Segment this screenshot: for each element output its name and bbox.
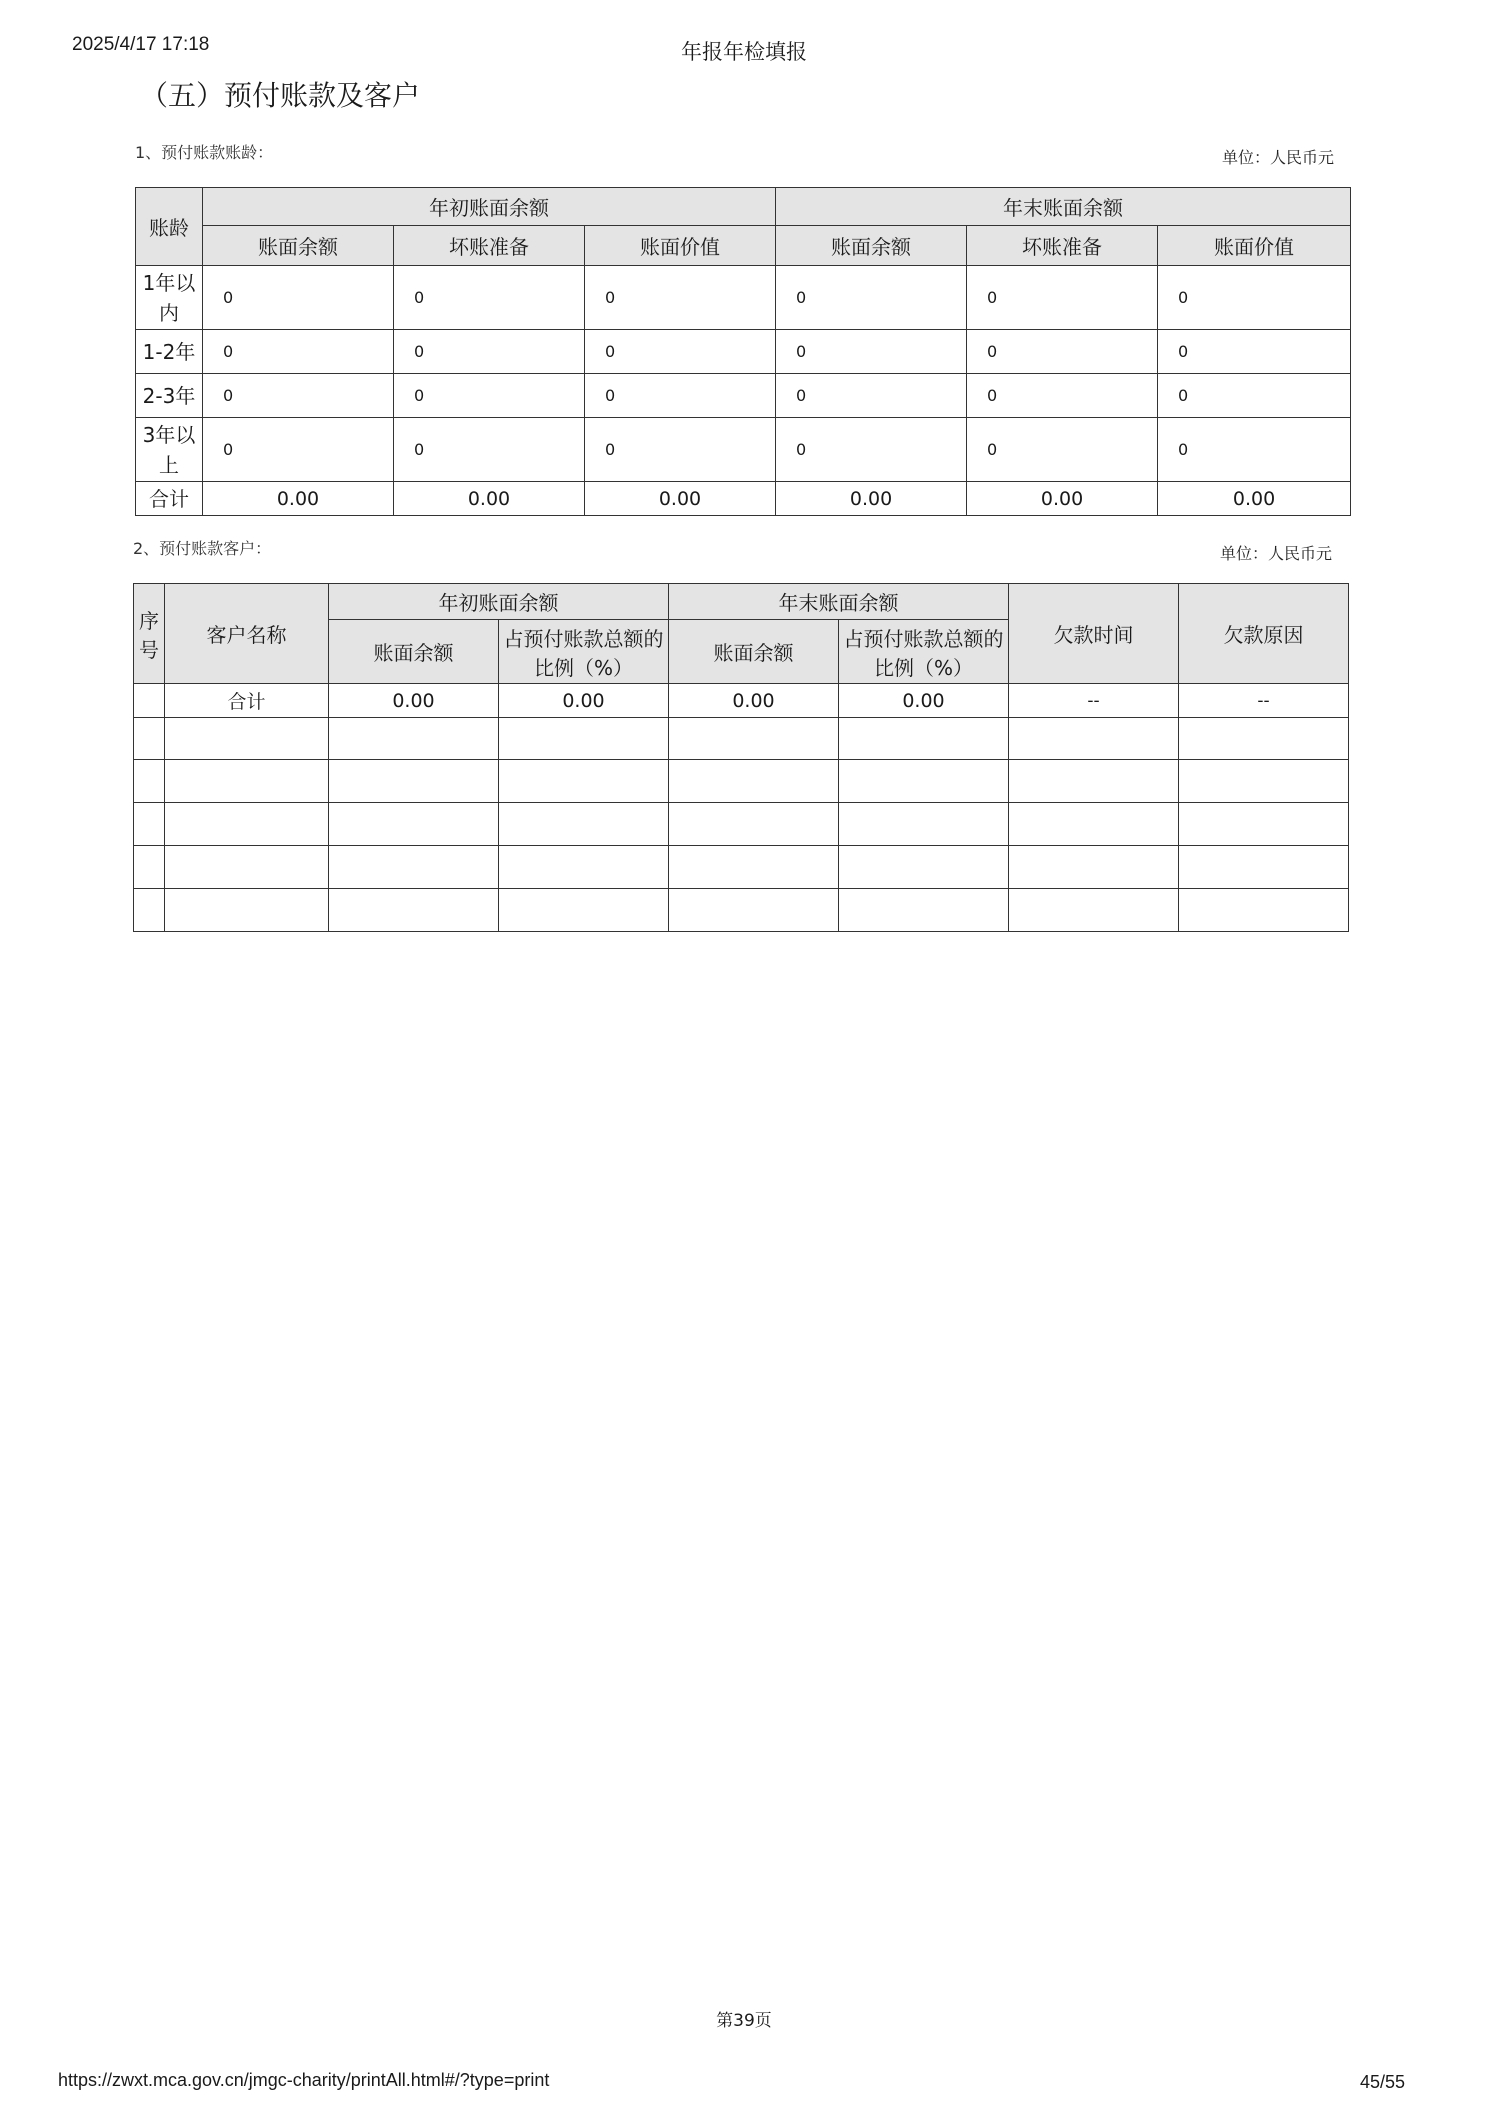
table-cell xyxy=(669,889,839,932)
page-header-title: 年报年检填报 xyxy=(681,40,807,64)
table-cell: 0 xyxy=(1158,418,1351,482)
table-row xyxy=(134,889,1349,932)
section-title: （五）预付账款及客户 xyxy=(140,79,421,112)
table-cell xyxy=(1009,889,1179,932)
total-cell: -- xyxy=(1179,684,1349,718)
table-cell: 0 xyxy=(203,330,394,374)
table-cell: 0 xyxy=(967,266,1158,330)
table-row xyxy=(134,803,1349,846)
aging-unit: 单位：人民币元 xyxy=(1222,148,1335,167)
table-cell: 0 xyxy=(394,418,585,482)
table-cell xyxy=(1009,760,1179,803)
row-label: 1年以内 xyxy=(136,266,203,330)
total-cell: 0.00 xyxy=(329,684,499,718)
table-cell xyxy=(1009,846,1179,889)
table-cell xyxy=(499,760,669,803)
row-label: 1-2年 xyxy=(136,330,203,374)
customers-table xyxy=(133,583,1349,932)
table-cell xyxy=(1179,889,1349,932)
col-header-time: 欠款时间 xyxy=(1009,584,1179,684)
table-cell xyxy=(165,718,329,760)
table-cell xyxy=(839,846,1009,889)
total-row xyxy=(134,684,1349,718)
table-cell xyxy=(329,889,499,932)
table-cell xyxy=(499,846,669,889)
table-cell xyxy=(499,803,669,846)
total-cell: 0.00 xyxy=(967,482,1158,516)
table-cell: 0 xyxy=(776,266,967,330)
customers-unit: 单位：人民币元 xyxy=(1220,544,1333,563)
total-cell: 0.00 xyxy=(585,482,776,516)
page-number: 第39页 xyxy=(716,2011,772,2031)
total-cell: 0.00 xyxy=(394,482,585,516)
table-cell xyxy=(499,889,669,932)
table-cell xyxy=(165,760,329,803)
table-cell xyxy=(134,760,165,803)
table-cell: 0 xyxy=(776,418,967,482)
table-row xyxy=(136,418,1351,482)
table-cell: 0 xyxy=(585,330,776,374)
table-cell xyxy=(329,760,499,803)
table-cell: 0 xyxy=(394,374,585,418)
table-row xyxy=(134,760,1349,803)
total-row xyxy=(136,482,1351,516)
group-header-start: 年初账面余额 xyxy=(329,584,669,620)
total-cell: 0.00 xyxy=(669,684,839,718)
table-cell: 0 xyxy=(203,266,394,330)
table-row xyxy=(136,266,1351,330)
table-cell xyxy=(669,760,839,803)
table-cell: 0 xyxy=(967,330,1158,374)
table-cell xyxy=(329,718,499,760)
col-header-age: 账龄 xyxy=(136,188,203,266)
col-header: 坏账准备 xyxy=(394,226,585,266)
total-label: 合计 xyxy=(136,482,203,516)
col-header: 占预付账款总额的比例（%） xyxy=(499,620,669,684)
aging-table xyxy=(135,187,1351,516)
table-cell xyxy=(839,718,1009,760)
col-header-customer: 客户名称 xyxy=(165,584,329,684)
table-cell xyxy=(1009,718,1179,760)
group-header-start: 年初账面余额 xyxy=(203,188,776,226)
row-label: 3年以上 xyxy=(136,418,203,482)
table-cell: 0 xyxy=(967,418,1158,482)
table-row xyxy=(136,374,1351,418)
total-cell: -- xyxy=(1009,684,1179,718)
table-cell xyxy=(669,803,839,846)
table-cell: 0 xyxy=(585,374,776,418)
table-cell xyxy=(1009,803,1179,846)
table-row xyxy=(134,846,1349,889)
table-cell: 0 xyxy=(394,330,585,374)
col-header: 账面余额 xyxy=(329,620,499,684)
table-cell xyxy=(134,846,165,889)
table-cell: 0 xyxy=(585,418,776,482)
table-row xyxy=(136,330,1351,374)
table-cell: 0 xyxy=(776,374,967,418)
table-cell xyxy=(839,760,1009,803)
table-cell: 0 xyxy=(203,418,394,482)
col-header: 坏账准备 xyxy=(967,226,1158,266)
col-header: 账面价值 xyxy=(585,226,776,266)
table-cell: 0 xyxy=(1158,374,1351,418)
table-cell: 0 xyxy=(394,266,585,330)
col-header: 账面余额 xyxy=(776,226,967,266)
col-header: 账面价值 xyxy=(1158,226,1351,266)
table-cell: 0 xyxy=(1158,266,1351,330)
col-header: 账面余额 xyxy=(669,620,839,684)
table-cell xyxy=(839,889,1009,932)
table-cell xyxy=(839,803,1009,846)
total-cell: 0.00 xyxy=(499,684,669,718)
customers-subtitle: 2、预付账款客户： xyxy=(133,539,272,558)
table-cell: 0 xyxy=(1158,330,1351,374)
table-cell xyxy=(1179,846,1349,889)
table-cell xyxy=(134,684,165,718)
table-cell xyxy=(499,718,669,760)
table-cell xyxy=(134,718,165,760)
footer-url: https://zwxt.mca.gov.cn/jmgc-charity/printAll.html#/?type=print xyxy=(58,2070,550,2090)
table-cell xyxy=(165,803,329,846)
group-header-end: 年末账面余额 xyxy=(776,188,1351,226)
row-label: 2-3年 xyxy=(136,374,203,418)
table-cell: 0 xyxy=(776,330,967,374)
total-cell: 0.00 xyxy=(839,684,1009,718)
table-cell xyxy=(1179,718,1349,760)
col-header: 账面余额 xyxy=(203,226,394,266)
table-row xyxy=(134,718,1349,760)
table-cell xyxy=(134,803,165,846)
col-header-reason: 欠款原因 xyxy=(1179,584,1349,684)
table-cell xyxy=(329,846,499,889)
aging-subtitle: 1、预付账款账龄： xyxy=(135,143,274,162)
total-label: 合计 xyxy=(165,684,329,718)
col-header: 占预付账款总额的比例（%） xyxy=(839,620,1009,684)
table-cell xyxy=(165,846,329,889)
total-cell: 0.00 xyxy=(1158,482,1351,516)
col-header-seq: 序号 xyxy=(134,584,165,684)
table-cell: 0 xyxy=(203,374,394,418)
table-cell: 0 xyxy=(967,374,1158,418)
table-cell xyxy=(1179,760,1349,803)
print-date: 2025/4/17 17:18 xyxy=(72,34,210,55)
table-cell xyxy=(134,889,165,932)
table-cell xyxy=(669,846,839,889)
group-header-end: 年末账面余额 xyxy=(669,584,1009,620)
table-cell xyxy=(165,889,329,932)
total-cell: 0.00 xyxy=(203,482,394,516)
table-cell: 0 xyxy=(585,266,776,330)
table-cell xyxy=(329,803,499,846)
table-cell xyxy=(1179,803,1349,846)
total-cell: 0.00 xyxy=(776,482,967,516)
print-page-count: 45/55 xyxy=(1360,2072,1406,2092)
table-cell xyxy=(669,718,839,760)
